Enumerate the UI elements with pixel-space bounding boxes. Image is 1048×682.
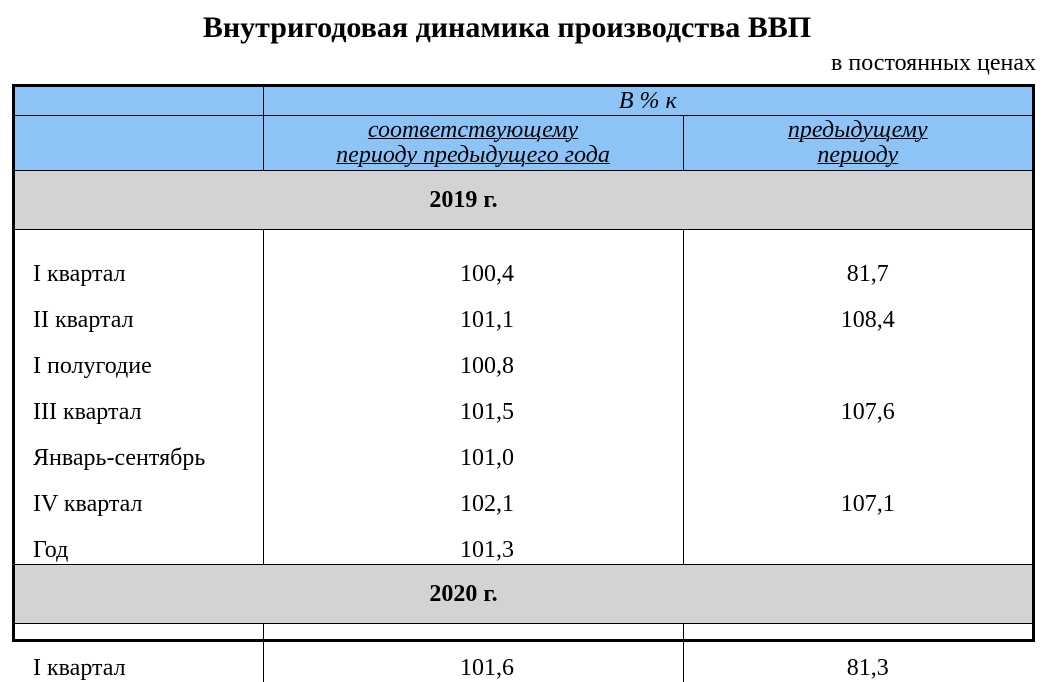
row-label: III квартал — [15, 380, 263, 426]
table-row — [15, 380, 1032, 426]
value-same-period: 101,1 — [263, 288, 683, 334]
value-previous-period — [683, 426, 1032, 472]
page-title: Внутригодовая динамика производства ВВП — [0, 8, 1014, 48]
header-col-previous-period-line2: периоду — [684, 143, 1033, 168]
header-col-previous-period — [683, 116, 1032, 171]
year-cell — [15, 171, 1032, 230]
value-same-period: 101,3 — [263, 518, 683, 565]
row-label: II квартал — [15, 288, 263, 334]
value-same-period: 101,5 — [263, 380, 683, 426]
value-previous-period — [683, 518, 1032, 565]
value-previous-period: 81,3 — [683, 624, 1032, 682]
row-label: I полугодие — [15, 334, 263, 380]
value-same-period: 100,8 — [263, 334, 683, 380]
gdp-table — [12, 84, 1035, 642]
header-col-same-period-line2: периоду предыдущего года — [264, 143, 683, 168]
header-group-cell — [263, 87, 1032, 116]
row-label: Год — [15, 518, 263, 565]
value-previous-period: 107,6 — [683, 380, 1032, 426]
row-label: IV квартал — [15, 472, 263, 518]
table-row — [15, 472, 1032, 518]
row-label: I квартал — [15, 230, 263, 289]
header-group-label: В % к — [619, 88, 677, 114]
value-previous-period: 108,4 — [683, 288, 1032, 334]
table-row — [15, 334, 1032, 380]
table-row — [15, 624, 1032, 682]
row-label: Январь-сентябрь — [15, 426, 263, 472]
units-note: в постоянных ценах — [831, 48, 1036, 78]
year-cell — [15, 565, 1032, 624]
value-same-period: 101,6 — [263, 624, 683, 682]
value-same-period: 102,1 — [263, 472, 683, 518]
table-row — [15, 288, 1032, 334]
year-row-2019 — [15, 171, 1032, 230]
header-row-columns — [15, 116, 1032, 171]
header-corner-cell — [15, 87, 263, 116]
year-label: 2019 г. — [429, 187, 497, 213]
value-same-period: 101,0 — [263, 426, 683, 472]
header-col-same-period — [263, 116, 683, 171]
row-label: I квартал — [15, 624, 263, 682]
header-corner-cell-lower — [15, 116, 263, 171]
value-same-period: 100,4 — [263, 230, 683, 289]
year-row-2020 — [15, 565, 1032, 624]
value-previous-period: 107,1 — [683, 472, 1032, 518]
value-previous-period — [683, 334, 1032, 380]
value-previous-period: 81,7 — [683, 230, 1032, 289]
header-col-same-period-line1: соответствующему — [264, 118, 683, 143]
gdp-table-grid — [15, 87, 1032, 682]
table-row — [15, 230, 1032, 289]
table-row — [15, 518, 1032, 565]
header-col-previous-period-line1: предыдущему — [684, 118, 1033, 143]
year-label: 2020 г. — [429, 581, 497, 607]
table-row — [15, 426, 1032, 472]
header-row-group — [15, 87, 1032, 116]
